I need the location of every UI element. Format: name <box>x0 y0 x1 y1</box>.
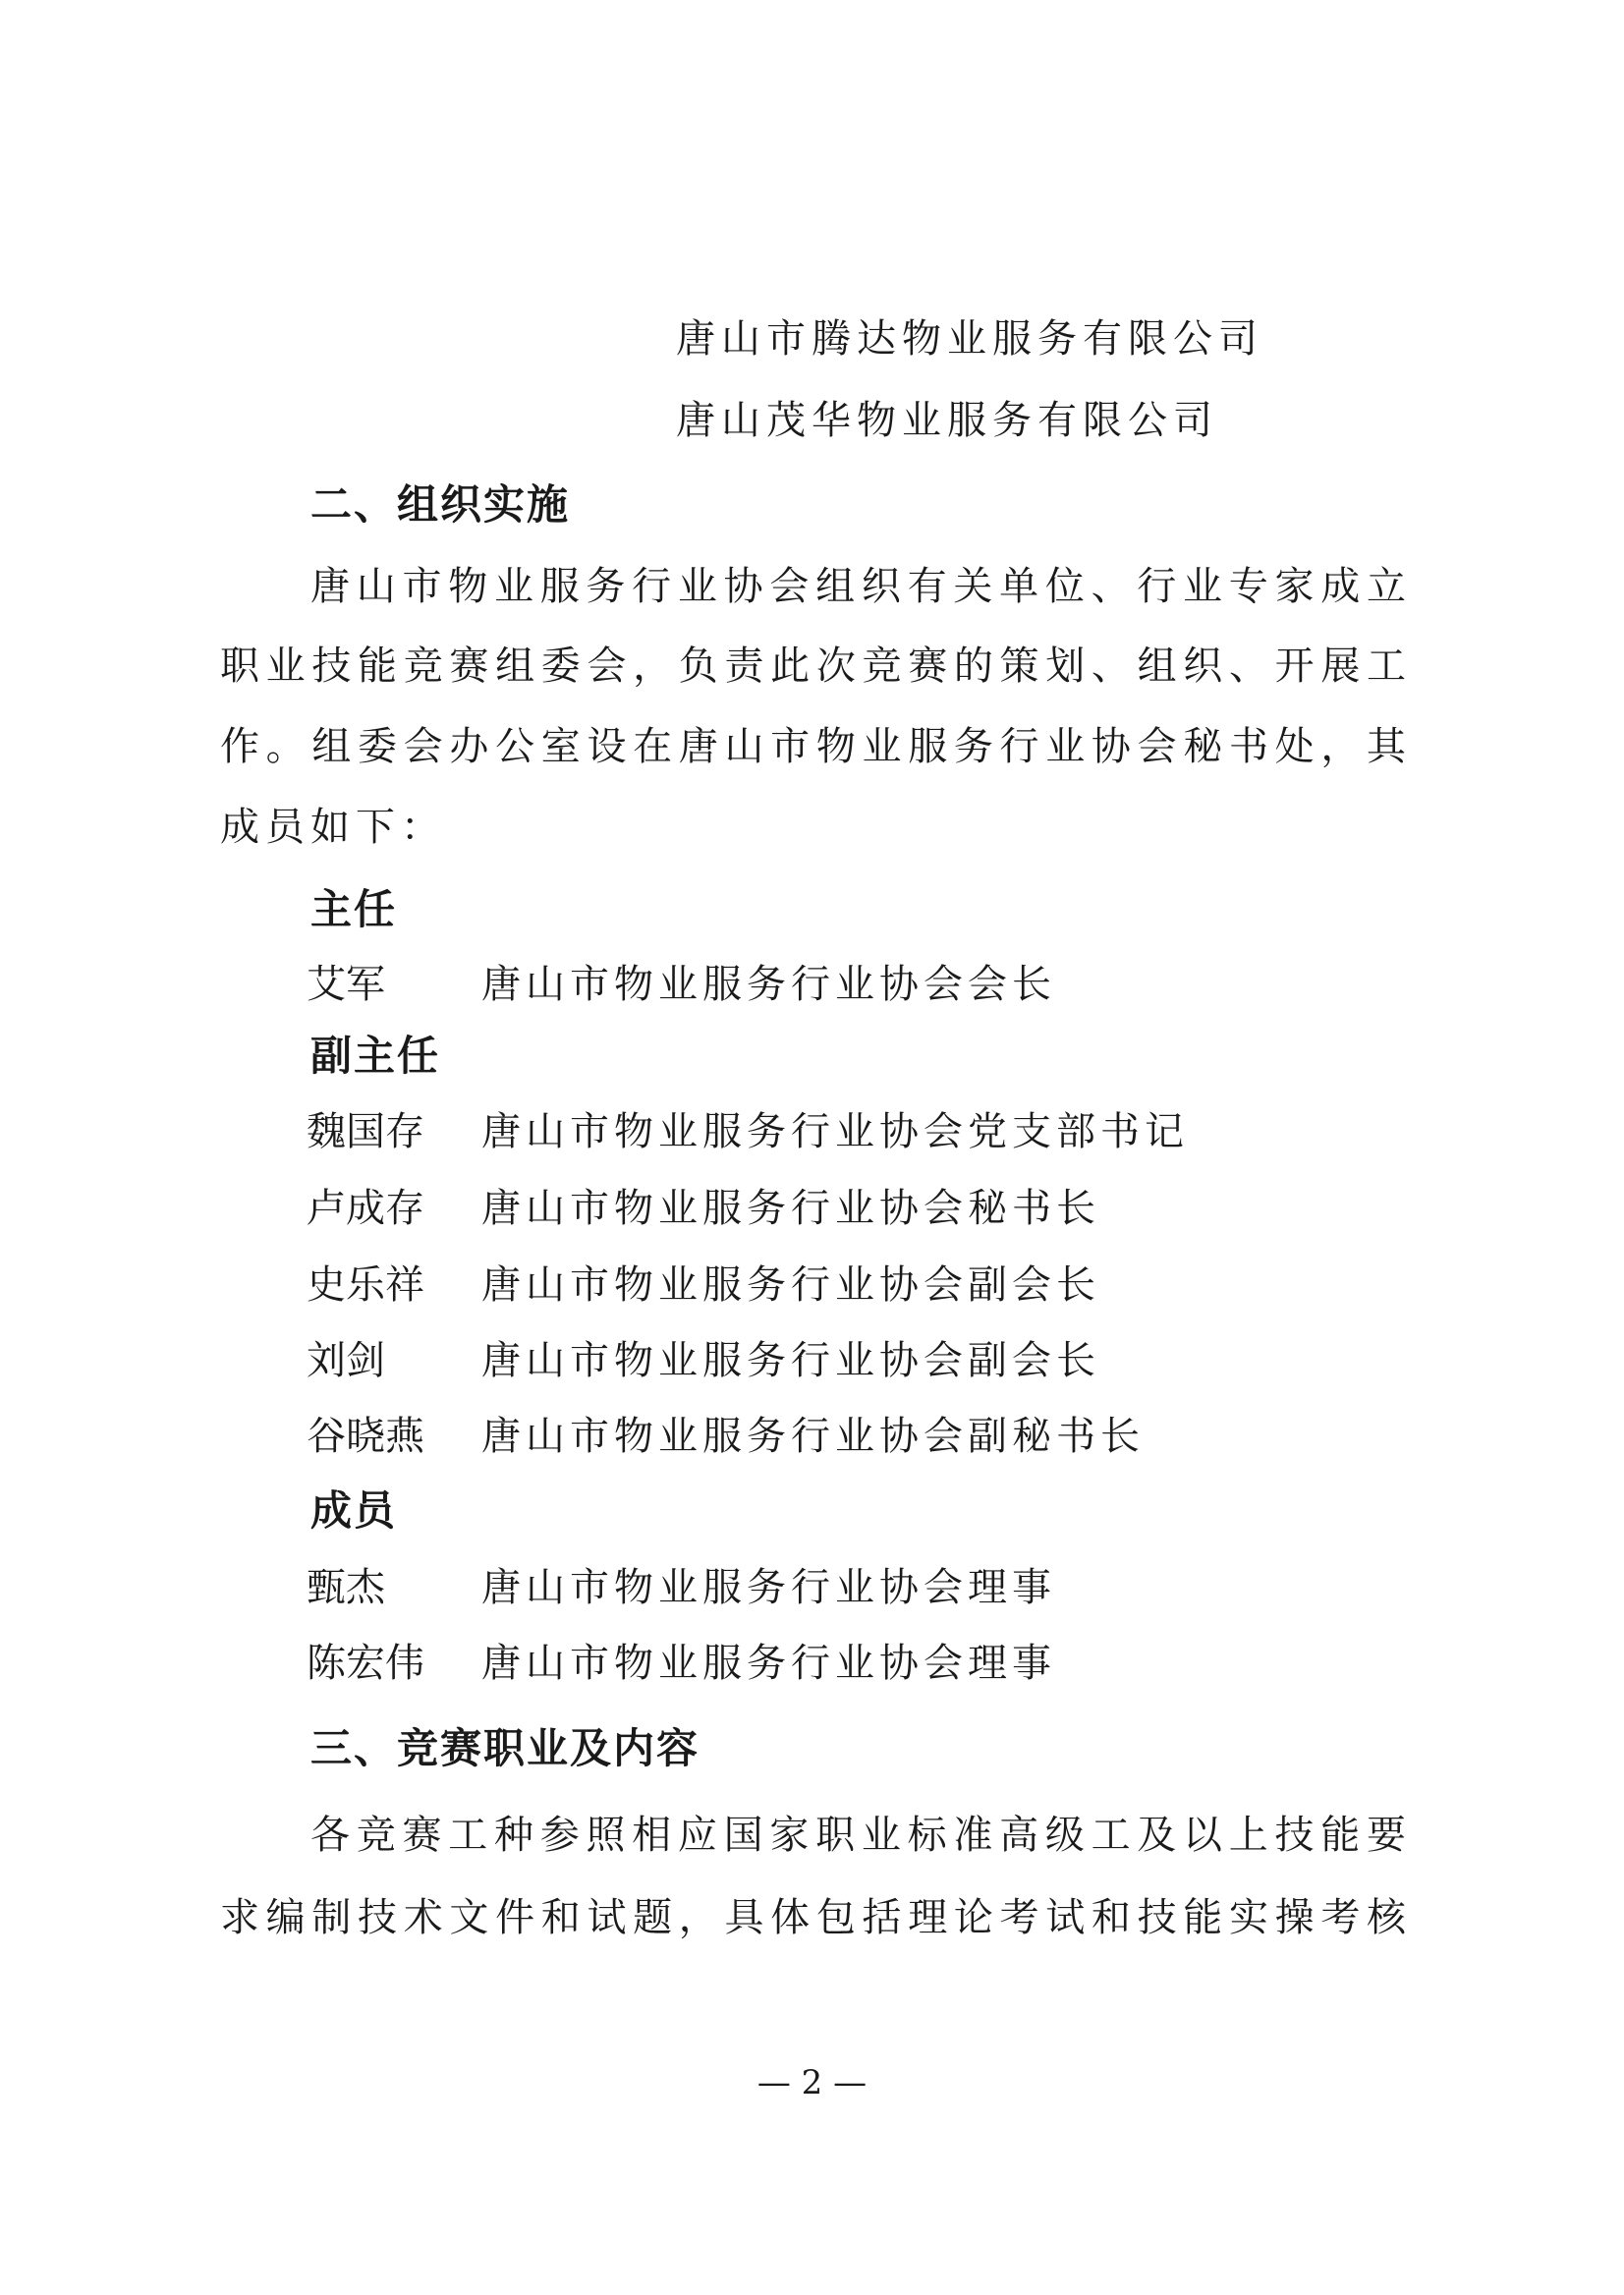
company-line: 唐山茂华物业服务有限公司 <box>676 398 1218 443</box>
member-name: 甄杰 <box>307 1565 385 1610</box>
paragraph-line: 各竞赛工种参照相应国家职业标准高级工及以上技能要 <box>310 1813 1406 1858</box>
paragraph-line: 求编制技术文件和试题，具体包括理论考试和技能实操考核 <box>220 1895 1406 1940</box>
member-role: 唐山市物业服务行业协会副会长 <box>481 1338 1100 1383</box>
member-name: 魏国存 <box>307 1109 424 1154</box>
member-name: 卢成存 <box>307 1186 424 1231</box>
role-label: 主任 <box>310 885 398 933</box>
member-name: 刘剑 <box>307 1338 385 1383</box>
member-role: 唐山市物业服务行业协会党支部书记 <box>481 1109 1189 1154</box>
paragraph-line: 职业技能竞赛组委会，负责此次竞赛的策划、组织、开展工 <box>220 644 1406 689</box>
member-name: 史乐祥 <box>307 1262 424 1308</box>
section-heading: 二、组织实施 <box>310 480 571 529</box>
member-role: 唐山市物业服务行业协会会长 <box>481 962 1056 1007</box>
company-line: 唐山市腾达物业服务有限公司 <box>676 316 1263 362</box>
member-name: 谷晓燕 <box>307 1414 424 1459</box>
member-role: 唐山市物业服务行业协会秘书长 <box>481 1186 1100 1231</box>
role-label: 副主任 <box>310 1032 441 1080</box>
member-role: 唐山市物业服务行业协会副秘书长 <box>481 1414 1145 1459</box>
role-label: 成员 <box>310 1486 398 1535</box>
member-role: 唐山市物业服务行业协会理事 <box>481 1565 1056 1610</box>
paragraph-line: 唐山市物业服务行业协会组织有关单位、行业专家成立 <box>310 564 1406 609</box>
paragraph-line: 成员如下： <box>220 805 446 850</box>
section-heading: 三、竞赛职业及内容 <box>310 1724 700 1772</box>
member-role: 唐山市物业服务行业协会副会长 <box>481 1262 1100 1308</box>
paragraph-line: 作。组委会办公室设在唐山市物业服务行业协会秘书处，其 <box>220 724 1406 769</box>
member-role: 唐山市物业服务行业协会理事 <box>481 1641 1056 1686</box>
page-number: — 2 — <box>756 2063 868 2102</box>
member-name: 陈宏伟 <box>307 1641 424 1686</box>
member-name: 艾军 <box>307 962 385 1007</box>
